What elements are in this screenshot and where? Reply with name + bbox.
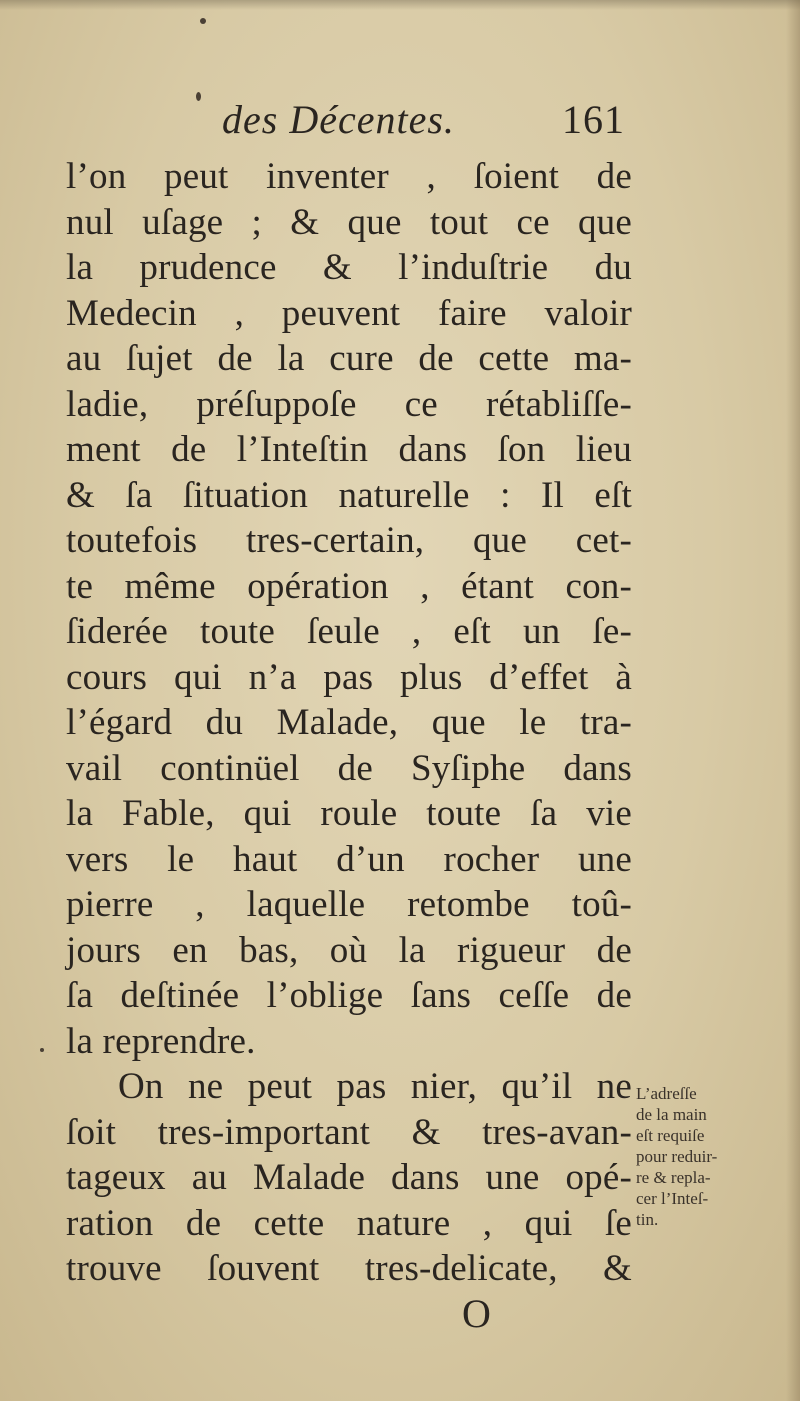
page-number: 161 — [562, 97, 625, 142]
body-text — [66, 154, 632, 1292]
text-line: trouve ſouvent tres-delicate, & — [66, 1248, 632, 1289]
text-line: ladie, préſuppoſe ce rétabliſſe- — [66, 383, 632, 425]
text-line: cours qui n’a pas plus d’effet à — [66, 656, 632, 698]
margin-note — [636, 1083, 776, 1230]
text-line: la Fable, qui roule toute ſa vie — [66, 793, 632, 834]
text-line: ſoit tres-important & tres-avan- — [66, 1111, 632, 1153]
text-line: pierre , laquelle retombe toû- — [66, 884, 632, 925]
text-line: jours en bas, où la rigueur de — [66, 929, 632, 971]
paragraph-first-line: On ne peut pas nier, qu’il ne — [118, 1066, 632, 1107]
running-head: des Décentes. — [222, 97, 455, 142]
text-line: l’on peut inventer , ſoient de — [66, 156, 632, 197]
text-line: tageux au Malade dans une opé- — [66, 1157, 632, 1198]
text-line: & ſa ſituation naturelle : Il eſt — [66, 474, 632, 516]
text-line: vail continüel de Syſiphe dans — [66, 747, 632, 789]
text-line: Medecin , peuvent faire valoir — [66, 292, 632, 334]
page-right-edge — [786, 0, 800, 1401]
text-line: l’égard du Malade, que le tra- — [66, 702, 632, 743]
text-line: ſa deſtinée l’oblige ſans ceſſe de — [66, 975, 632, 1016]
page-header — [0, 96, 800, 148]
text-line: nul uſage ; & que tout ce que — [66, 201, 632, 243]
text-line: ment de l’Inteſtin dans ſon lieu — [66, 429, 632, 470]
page-top-shadow — [0, 0, 800, 10]
ink-speck — [200, 18, 206, 24]
text-line: ration de cette nature , qui ſe — [66, 1202, 632, 1244]
margin-note-line: eſt requiſe — [636, 1126, 705, 1145]
margin-note-line: L’adreſſe — [636, 1084, 697, 1103]
margin-note-line: pour reduir- — [636, 1147, 718, 1166]
text-line: vers le haut d’un rocher une — [66, 838, 632, 880]
ink-speck — [40, 1048, 44, 1052]
margin-note-line: de la main — [636, 1105, 707, 1124]
margin-note-line: re & repla- — [636, 1168, 711, 1187]
catchword: O — [462, 1291, 491, 1336]
margin-note-line: cer l’Inteſ- — [636, 1189, 709, 1208]
margin-note-line: tin. — [636, 1210, 659, 1229]
text-line: la prudence & l’induſtrie du — [66, 247, 632, 288]
text-line: te même opération , étant con- — [66, 565, 632, 607]
text-line: ſiderée toute ſeule , eſt un ſe- — [66, 611, 632, 652]
text-line: toutefois tres-certain, que cet- — [66, 520, 632, 561]
text-line: la reprendre. — [66, 1020, 256, 1062]
text-line: au ſujet de la cure de cette ma- — [66, 338, 632, 379]
